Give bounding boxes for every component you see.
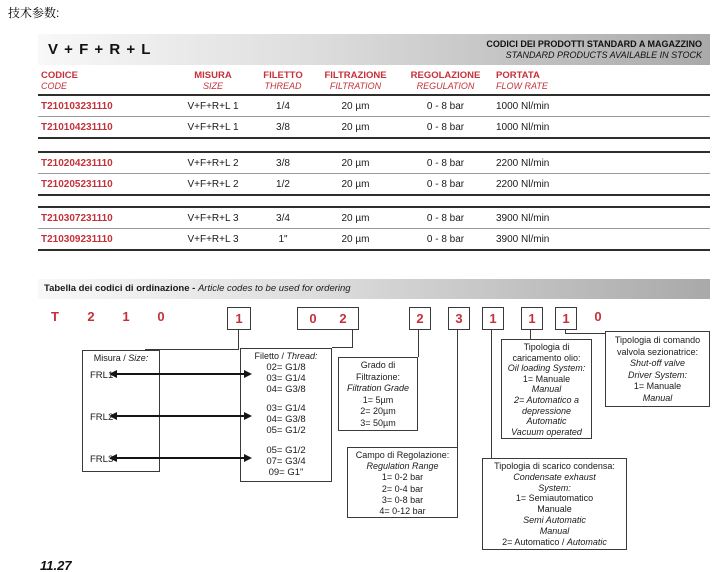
condensate-option: Manual xyxy=(539,525,570,536)
cell-filtration: 20 µm xyxy=(341,212,370,224)
valve-title-en1: Shut-off valve xyxy=(629,358,686,368)
valve-title-en2: Driver System: xyxy=(627,369,687,380)
cell-size: V+F+R+L 1 xyxy=(187,100,239,112)
col-header-it: MISURA xyxy=(194,70,232,81)
oil-option: 2= Automatico a xyxy=(514,394,579,405)
thread-option: 02= G1/8 xyxy=(266,362,306,373)
connector-size xyxy=(145,330,239,350)
col-header-en: SIZE xyxy=(202,81,223,91)
col-header-en: REGULATION xyxy=(416,81,475,91)
size-option: FRL2 xyxy=(90,412,114,423)
table-group-3 xyxy=(38,208,710,251)
ordering-banner xyxy=(38,279,710,299)
cell-size: V+F+R+L 1 xyxy=(187,121,239,133)
cell-code: T210103231110 xyxy=(41,100,113,112)
cell-size: V+F+R+L 2 xyxy=(187,178,239,190)
valve-box xyxy=(605,331,710,407)
table-row xyxy=(38,173,710,194)
condensate-box xyxy=(482,458,627,550)
size-box-title-en: Size: xyxy=(128,353,149,363)
condensate-option: Semi Automatic xyxy=(523,514,586,525)
size-thread-arrow xyxy=(112,415,249,417)
thread-box-title xyxy=(241,349,331,362)
col-header-regulation xyxy=(398,70,493,92)
product-line-label: V + F + R + L xyxy=(48,41,152,58)
cell-thread: 3/4 xyxy=(276,212,290,224)
filtration-option: 2= 20µm xyxy=(360,406,396,416)
cell-flowrate: 1000 Nl/min xyxy=(496,100,550,112)
connector-regulation xyxy=(457,329,458,447)
regulation-option: 3= 0-8 bar xyxy=(381,494,424,505)
thread-option: 09= G1" xyxy=(268,467,304,478)
code-char-box xyxy=(521,307,543,330)
stock-banner-caption-en: STANDARD PRODUCTS AVAILABLE IN STOCK xyxy=(505,49,702,60)
regulation-box xyxy=(347,447,458,518)
cell-size: V+F+R+L 3 xyxy=(187,233,239,245)
cell-thread: 3/8 xyxy=(276,157,290,169)
code-char-box xyxy=(409,307,431,330)
col-header-flowrate xyxy=(493,70,710,92)
code-char: 0 xyxy=(594,309,602,324)
col-header-en: THREAD xyxy=(264,81,302,91)
cell-flowrate: 3900 Nl/min xyxy=(496,212,550,224)
cell-code: T210307231110 xyxy=(41,212,113,224)
cell-filtration: 20 µm xyxy=(341,157,370,169)
valve-title-it2: valvola sezionatrice: xyxy=(616,346,699,357)
size-box xyxy=(82,350,160,472)
filtration-title-it2: Filtrazione: xyxy=(355,371,400,382)
filtration-option: 3= 50µm xyxy=(360,417,396,428)
page-title-chinese: 技术参数: xyxy=(8,6,60,20)
regulation-title-it: Campo di Regolazione: xyxy=(355,450,450,460)
col-header-en: FILTRATION xyxy=(329,81,382,91)
size-option: FRL3 xyxy=(90,454,114,465)
size-thread-arrow xyxy=(112,373,249,375)
oil-option: Vacuum operated xyxy=(511,426,582,437)
condensate-title-it: Tipologia di scarico condensa: xyxy=(494,461,615,471)
col-header-thread xyxy=(253,70,313,92)
ordering-banner-en: Article codes to be used for ordering xyxy=(197,283,351,294)
col-header-filtration xyxy=(313,70,398,92)
condensate-option xyxy=(502,537,607,548)
cell-thread: 1" xyxy=(278,233,288,245)
cell-code: T210205231110 xyxy=(41,178,113,190)
col-header-en: FLOW RATE xyxy=(496,81,548,91)
table-group-2 xyxy=(38,153,710,196)
cell-filtration: 20 µm xyxy=(341,233,370,245)
oil-option: Manual xyxy=(531,384,562,395)
regulation-option: 1= 0-2 bar xyxy=(381,472,424,483)
thread-option: 04= G3/8 xyxy=(266,384,306,395)
condensate-option-en: Automatic xyxy=(566,536,607,547)
oil-title-it2: caricamento olio: xyxy=(512,352,581,363)
col-header-it: CODICE xyxy=(41,70,78,81)
code-char: 2 xyxy=(416,311,424,326)
cell-code: T210104231110 xyxy=(41,121,113,133)
cell-regulation: 0 - 8 bar xyxy=(426,178,465,190)
cell-thread: 1/2 xyxy=(276,178,290,190)
oil-title-it1: Tipologia di xyxy=(523,342,570,352)
thread-option: 03= G1/4 xyxy=(266,373,306,384)
cell-code: T210309231110 xyxy=(41,233,113,245)
thread-box-title-it: Filetto / xyxy=(254,351,287,361)
condensate-title-en1: Condensate exhaust xyxy=(513,471,596,482)
condensate-option: Manuale xyxy=(537,504,572,515)
code-char: 1 xyxy=(489,311,497,326)
cell-regulation: 0 - 8 bar xyxy=(426,121,465,133)
regulation-title-en: Regulation Range xyxy=(366,461,439,472)
filtration-title-it1: Grado di xyxy=(360,360,396,370)
valve-title-it1: Tipologia di comando xyxy=(614,335,701,345)
col-header-en: CODE xyxy=(41,81,68,91)
thread-option: 07= G3/4 xyxy=(266,456,306,467)
thread-option: 05= G1/2 xyxy=(266,425,306,436)
col-header-it: REGOLAZIONE xyxy=(410,70,481,81)
cell-code: T210204231110 xyxy=(41,157,113,169)
stock-banner-caption-it: CODICI DEI PRODOTTI STANDARD A MAGAZZINO xyxy=(486,38,702,49)
thread-option: 04= G3/8 xyxy=(266,414,306,425)
regulation-option: 2= 0-4 bar xyxy=(381,483,424,494)
size-option: FRL1 xyxy=(90,370,114,381)
cell-size: V+F+R+L 3 xyxy=(187,212,239,224)
code-char: 0 xyxy=(309,311,317,326)
connector-filtration xyxy=(418,329,419,357)
valve-option: 1= Manuale xyxy=(633,381,682,391)
table-group-1 xyxy=(38,96,710,139)
thread-box-title-en: Thread: xyxy=(286,351,318,361)
size-thread-arrow xyxy=(112,457,249,459)
stock-banner xyxy=(38,34,710,65)
size-box-title xyxy=(83,351,159,364)
connector-valve xyxy=(565,329,606,334)
code-char: 1 xyxy=(562,311,570,326)
condensate-option: 1= Semiautomatico xyxy=(515,493,594,504)
connector-oil xyxy=(530,329,531,339)
cell-flowrate: 2200 Nl/min xyxy=(496,157,550,169)
stock-banner-caption xyxy=(486,39,710,61)
cell-filtration: 20 µm xyxy=(341,121,370,133)
cell-flowrate: 3900 Nl/min xyxy=(496,233,550,245)
cell-filtration: 20 µm xyxy=(341,100,370,112)
table-row xyxy=(38,116,710,137)
connector-condensate xyxy=(491,329,492,458)
cell-thread: 1/4 xyxy=(276,100,290,112)
cell-thread: 3/8 xyxy=(276,121,290,133)
condensate-title-en2: System: xyxy=(538,482,571,493)
code-char: T xyxy=(51,309,59,324)
cell-regulation: 0 - 8 bar xyxy=(426,157,465,169)
code-char: 1 xyxy=(235,311,243,326)
table-row xyxy=(38,228,710,249)
filtration-title-en: Filtration Grade xyxy=(346,383,410,393)
connector-thread xyxy=(332,329,353,348)
thread-option: 05= G1/2 xyxy=(266,445,306,456)
cell-regulation: 0 - 8 bar xyxy=(426,212,465,224)
valve-option: Manual xyxy=(642,392,673,403)
code-char: 1 xyxy=(122,309,130,324)
table-row xyxy=(38,96,710,116)
col-header-it: FILETTO xyxy=(263,70,303,81)
cell-regulation: 0 - 8 bar xyxy=(426,233,465,245)
code-char: 1 xyxy=(528,311,536,326)
cell-flowrate: 1000 Nl/min xyxy=(496,121,550,133)
code-char: 0 xyxy=(157,309,165,324)
condensate-option-it: 2= Automatico / xyxy=(502,536,567,547)
code-char-box xyxy=(555,307,577,330)
code-char: 3 xyxy=(455,311,463,326)
code-char-box xyxy=(297,307,359,330)
cell-flowrate: 2200 Nl/min xyxy=(496,178,550,190)
table-column-headers xyxy=(38,70,710,92)
code-char: 2 xyxy=(87,309,95,324)
cell-regulation: 0 - 8 bar xyxy=(426,100,465,112)
table-row xyxy=(38,153,710,173)
code-char-box xyxy=(482,307,504,330)
code-char-box xyxy=(227,307,251,330)
thread-option: 03= G1/4 xyxy=(266,403,306,414)
code-char-box xyxy=(448,307,470,330)
regulation-option: 4= 0-12 bar xyxy=(379,506,426,517)
oil-option: depressione xyxy=(521,405,572,416)
size-box-title-it: Misura / xyxy=(93,353,129,363)
cell-size: V+F+R+L 2 xyxy=(187,157,239,169)
col-header-it: FILTRAZIONE xyxy=(324,70,387,81)
cell-filtration: 20 µm xyxy=(341,178,370,190)
table-row xyxy=(38,208,710,228)
oil-title-en: Oil loading System: xyxy=(507,363,586,374)
col-header-it: PORTATA xyxy=(496,70,540,81)
col-header-size xyxy=(173,70,253,92)
oil-option: 1= Manuale xyxy=(522,373,571,384)
page-number: 11.27 xyxy=(40,558,72,572)
filtration-option: 1= 5µm xyxy=(362,394,394,405)
ordering-banner-it: Tabella dei codici di ordinazione - xyxy=(44,283,198,294)
oil-box xyxy=(501,339,592,439)
code-char: 2 xyxy=(339,311,347,326)
filtration-box xyxy=(338,357,418,431)
oil-option: Automatic xyxy=(526,416,567,427)
col-header-code xyxy=(38,70,173,92)
